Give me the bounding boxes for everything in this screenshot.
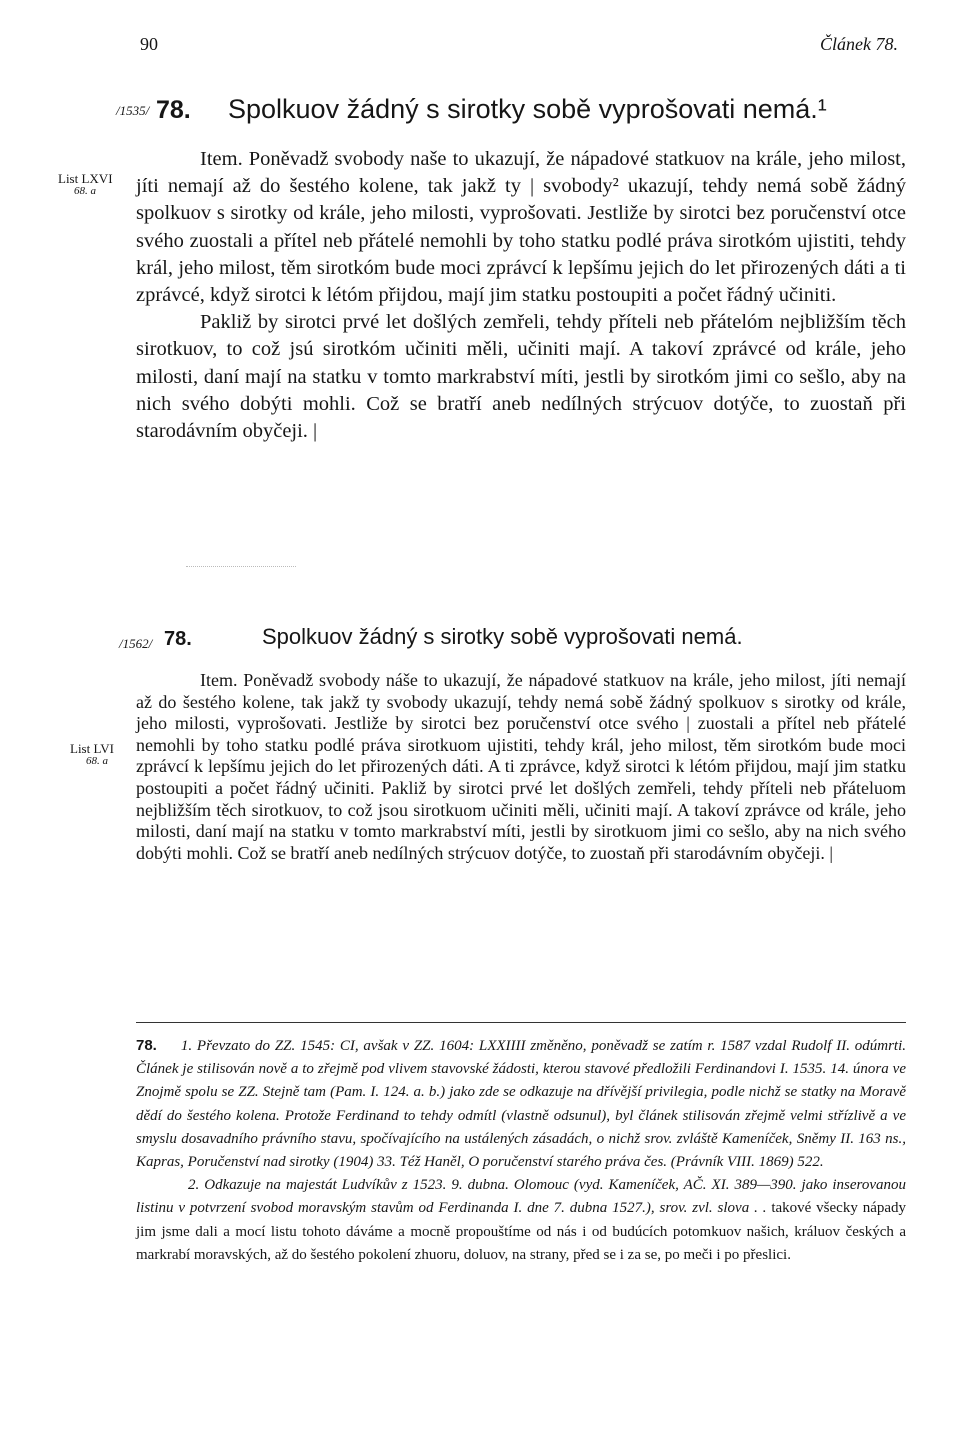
section-1-margin-note bbox=[58, 172, 113, 198]
section-2-margin-note-main: List LVI bbox=[70, 741, 114, 756]
section-1-paragraph-2: Pakliž by sirotci prvé let došlých zemřeli, tehdy příteli neb přátelóm nejbližším těch sirotkuov, to což jsú sirotkóm učiniti měli, učiniti mají. A takoví zprávcé od krále, jeho milosti, daní mají na statku v tomto markrabství míti, jestli by sirotkóm jimi co sešlo, aby na nich svého dobýti mohli. Což se bratří aneb nedílných strýcuov dotýče, to zuostaň při starodávním obyčeji. | bbox=[136, 311, 906, 443]
section-1-margin-note-main: List LXVI bbox=[58, 171, 113, 186]
section-1-paragraph-1: Item. Poněvadž svobody naše to ukazují, že nápadové statkuov na krále, jeho milost, jíti nemají až do šestého kolene, tak jakž ty | svobody² ukazují, tehdy nemá sobě žádný spolkuov s sirotky od krále, jeho milosti, vyprošovati. Jestliže by sirotci bez poručenství otce svého zuostali a přítel neb přátelé nemohli by toho statku podlé práva sirotkóm ujistiti, tehdy král, jeho milost, těm sirotkóm bude moci zprávcí k lepšímu jejich do let přirozených dáti a ti zprávcé, když sirotci k létóm přijdou, mají jim statku postoupiti a počet řádný učiniti. bbox=[136, 148, 906, 307]
footnote-rule bbox=[136, 1022, 906, 1023]
section-2-margin-note-sub: 68. a bbox=[86, 755, 108, 767]
section-1-title: Spolkuov žádný s sirotky sobě vyprošovati nemá.¹ bbox=[228, 94, 827, 124]
separator-dots bbox=[186, 566, 296, 568]
section-1-number: 78. bbox=[156, 96, 191, 124]
section-1-margin-note-sub: 68. a bbox=[74, 185, 96, 197]
section-1-reference: /1535/ bbox=[116, 103, 150, 118]
section-2-margin-note bbox=[70, 742, 114, 768]
section-2-paragraph-1: Item. Poněvadž svobody náše to ukazují, že nápadové statkuov na krále, jeho milost, jíti nemají až do šestého kolene, tak jakž ty svobody ukazují, tehdy nemá sobě žádný spolkuov s sirotky od krále, jeho milosti, vyprošovati. Jestliže by sirotci bez poručenství otce svého | zuostali a přítel neb přátelé nemohli by toho statku podlé práva sirotkuom ujistiti, tehdy král, jeho milost, těm sirotkóm bude moci zprávcí k lepšímu jejich do let přirozených dáti. A ti zprávce, když sirotci k létóm přijdou, mají jim statku postoupiti a počet řádný učiniti. Pakliž by sirotci prvé let došlých zemřeli, tehdy příteli neb přáteluom nejbližším těch sirotkuov, to což jsou sirotkuom učiniti měli, učiniti mají. A takoví zprávce od krále, jeho milosti, daní mají na statku v tomto markrabství míti, jestli by sirotkuom jimi co sešlo, aby na nich svého dobýti mohli. Což se bratří aneb nedílných strýcuov dotýče, to zuostaň při starodávním obyčeji. | bbox=[136, 670, 906, 863]
page-number: 90 bbox=[140, 34, 158, 54]
section-2-number: 78. bbox=[164, 628, 192, 650]
footnote-2 bbox=[136, 1174, 906, 1267]
footnote-2-text: 2. Odkazuje na majestát Ludvíkův z 1523. 9. dubna. Olomouc (vyd. Kameníček, AČ. XI. 389—390. jako inserovanou listinu v potvrzení svobod moravským stavům od Ferdinanda I. dne 7. dubna 1527.), srov. zvl. slova . . bbox=[136, 1177, 906, 1217]
footnote-1 bbox=[136, 1034, 906, 1174]
section-2-title: Spolkuov žádný s sirotky sobě vyprošovati nemá. bbox=[262, 624, 743, 649]
running-title: Článek 78. bbox=[820, 34, 898, 54]
section-2-body bbox=[136, 670, 906, 864]
section-1-body bbox=[136, 146, 906, 445]
footnote-2-quote: takové všecky nápady jim jsme dali a mocí listu tohoto dáváme a mocně propouštíme od nás i od budúcích potomkuov našich, králuov českých a markrabí moravských, až do šestého pokolení zhuoru, doluov, na strany, před se i za se, po meči i po přeslici. bbox=[136, 1200, 907, 1263]
section-2-reference: /1562/ bbox=[119, 636, 153, 651]
footnotes bbox=[136, 1034, 906, 1267]
footnote-article-number: 78. bbox=[136, 1037, 157, 1054]
footnote-1-text: 1. Převzato do ZZ. 1545: CI, avšak v ZZ. 1604: LXXIIII změněno, poněvadž se zatím r. 1587 vzdal Rudolf II. odúmrti. Článek je stilisován nově a to zřejmě pod vlivem stavovské žádosti, kterou stavové předložili Ferdinandovi I. 1535. 14. února ve Znojmě spolu se ZZ. Stejně tam (Pam. I. 124. a. b.) jako zde se odkazuje na dřívější privilegia, podle nichž se statky na Moravě dědí do šestého kolena. Protože Ferdinand to tehdy odmítl (vlastně odsunul), byl článek stilisován zřejmě velmi střízlivě a ve smyslu dosavadního právního stavu, spočívajícího na ustálených zásadách, o nichž srov. zvláště Kameníček, Sněmy II. 163 ns., Kapras, Poručenství nad sirotky (1904) 33. Též Haněl, O poručenství starého práva čes. (Právník VIII. 1869) 522. bbox=[136, 1038, 906, 1171]
